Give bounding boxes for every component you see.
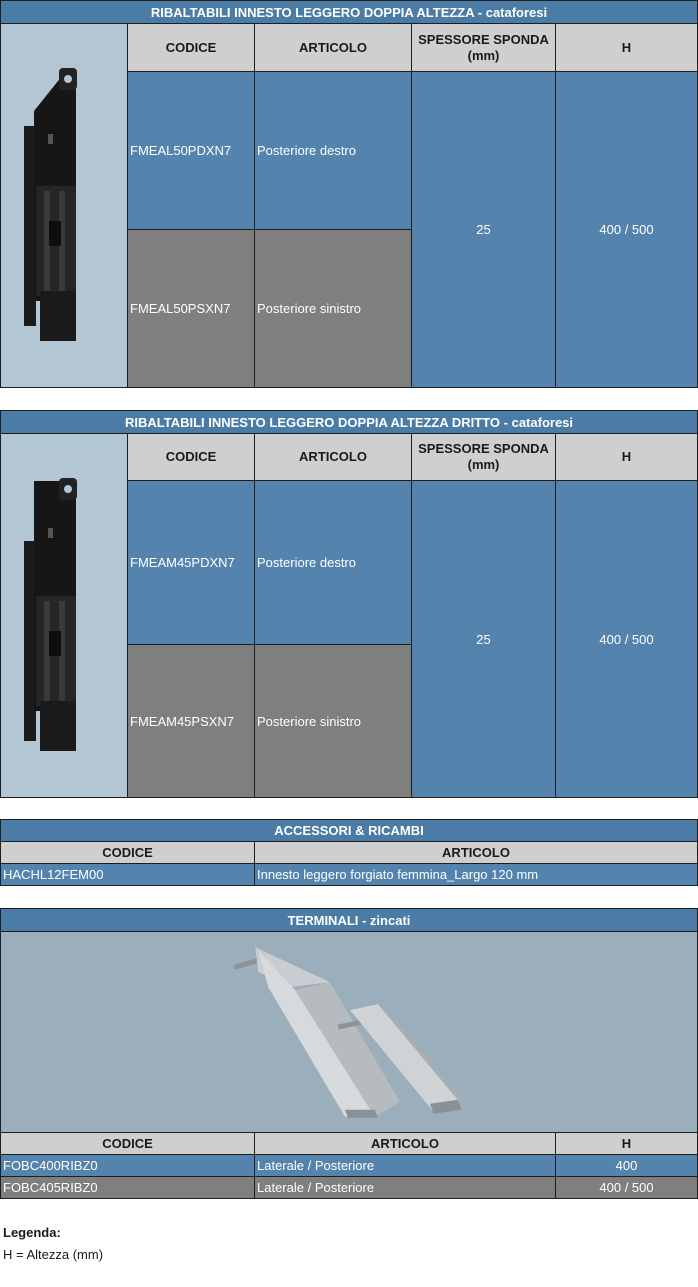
table1-header-thickness: SPESSORE SPONDA (mm) — [411, 23, 556, 72]
table1-row2-article: Posteriore sinistro — [254, 229, 412, 388]
table2-height: 400 / 500 — [555, 480, 698, 798]
table1-row1-article: Posteriore destro — [254, 71, 412, 230]
table4-title: TERMINALI - zincati — [0, 908, 698, 932]
table2-thickness: 25 — [411, 480, 556, 798]
table3-row1-code: HACHL12FEM00 — [0, 863, 255, 886]
table4-row1-h: 400 — [555, 1154, 698, 1177]
table3-header-code: CODICE — [0, 841, 255, 864]
table4-row2-h: 400 / 500 — [555, 1176, 698, 1199]
table2-row2-article: Posteriore sinistro — [254, 644, 412, 798]
table3-header-article: ARTICOLO — [254, 841, 698, 864]
table2-row2-code: FMEAM45PSXN7 — [127, 644, 255, 798]
table4-header-article: ARTICOLO — [254, 1132, 556, 1155]
table1-row2-code: FMEAL50PSXN7 — [127, 229, 255, 388]
table2-product-image — [0, 433, 128, 798]
table2-header-h: H — [555, 433, 698, 481]
table1-height: 400 / 500 — [555, 71, 698, 388]
table4-product-image — [0, 931, 698, 1133]
legend-title: Legenda: — [3, 1225, 61, 1240]
legend-text: H = Altezza (mm) — [3, 1247, 104, 1262]
table2-row1-code: FMEAM45PDXN7 — [127, 480, 255, 645]
table4-header-code: CODICE — [0, 1132, 255, 1155]
table1-header-article: ARTICOLO — [254, 23, 412, 72]
table1-title: RIBALTABILI INNESTO LEGGERO DOPPIA ALTEZZA - cataforesi — [0, 0, 698, 24]
table2-header-code: CODICE — [127, 433, 255, 481]
table4-row1-article: Laterale / Posteriore — [254, 1154, 556, 1177]
table4-row1-code: FOBC400RIBZ0 — [0, 1154, 255, 1177]
table2-row1-article: Posteriore destro — [254, 480, 412, 645]
table4-row2-article: Laterale / Posteriore — [254, 1176, 556, 1199]
table3-title: ACCESSORI & RICAMBI — [0, 819, 698, 842]
table2-title: RIBALTABILI INNESTO LEGGERO DOPPIA ALTEZZA DRITTO - cataforesi — [0, 410, 698, 434]
table1-row1-code: FMEAL50PDXN7 — [127, 71, 255, 230]
table4-row2-code: FOBC405RIBZ0 — [0, 1176, 255, 1199]
terminals-image — [1, 932, 697, 1132]
table1-header-h: H — [555, 23, 698, 72]
table4-header-h: H — [555, 1132, 698, 1155]
table1-product-image — [0, 23, 128, 388]
table1-header-code: CODICE — [127, 23, 255, 72]
table2-header-article: ARTICOLO — [254, 433, 412, 481]
tailgate-hinge-straight-image — [4, 466, 124, 766]
table3-row1-article: Innesto leggero forgiato femmina_Largo 120 mm — [254, 863, 698, 886]
table2-header-thickness: SPESSORE SPONDA (mm) — [411, 433, 556, 481]
tailgate-hinge-image — [4, 56, 124, 356]
table1-thickness: 25 — [411, 71, 556, 388]
